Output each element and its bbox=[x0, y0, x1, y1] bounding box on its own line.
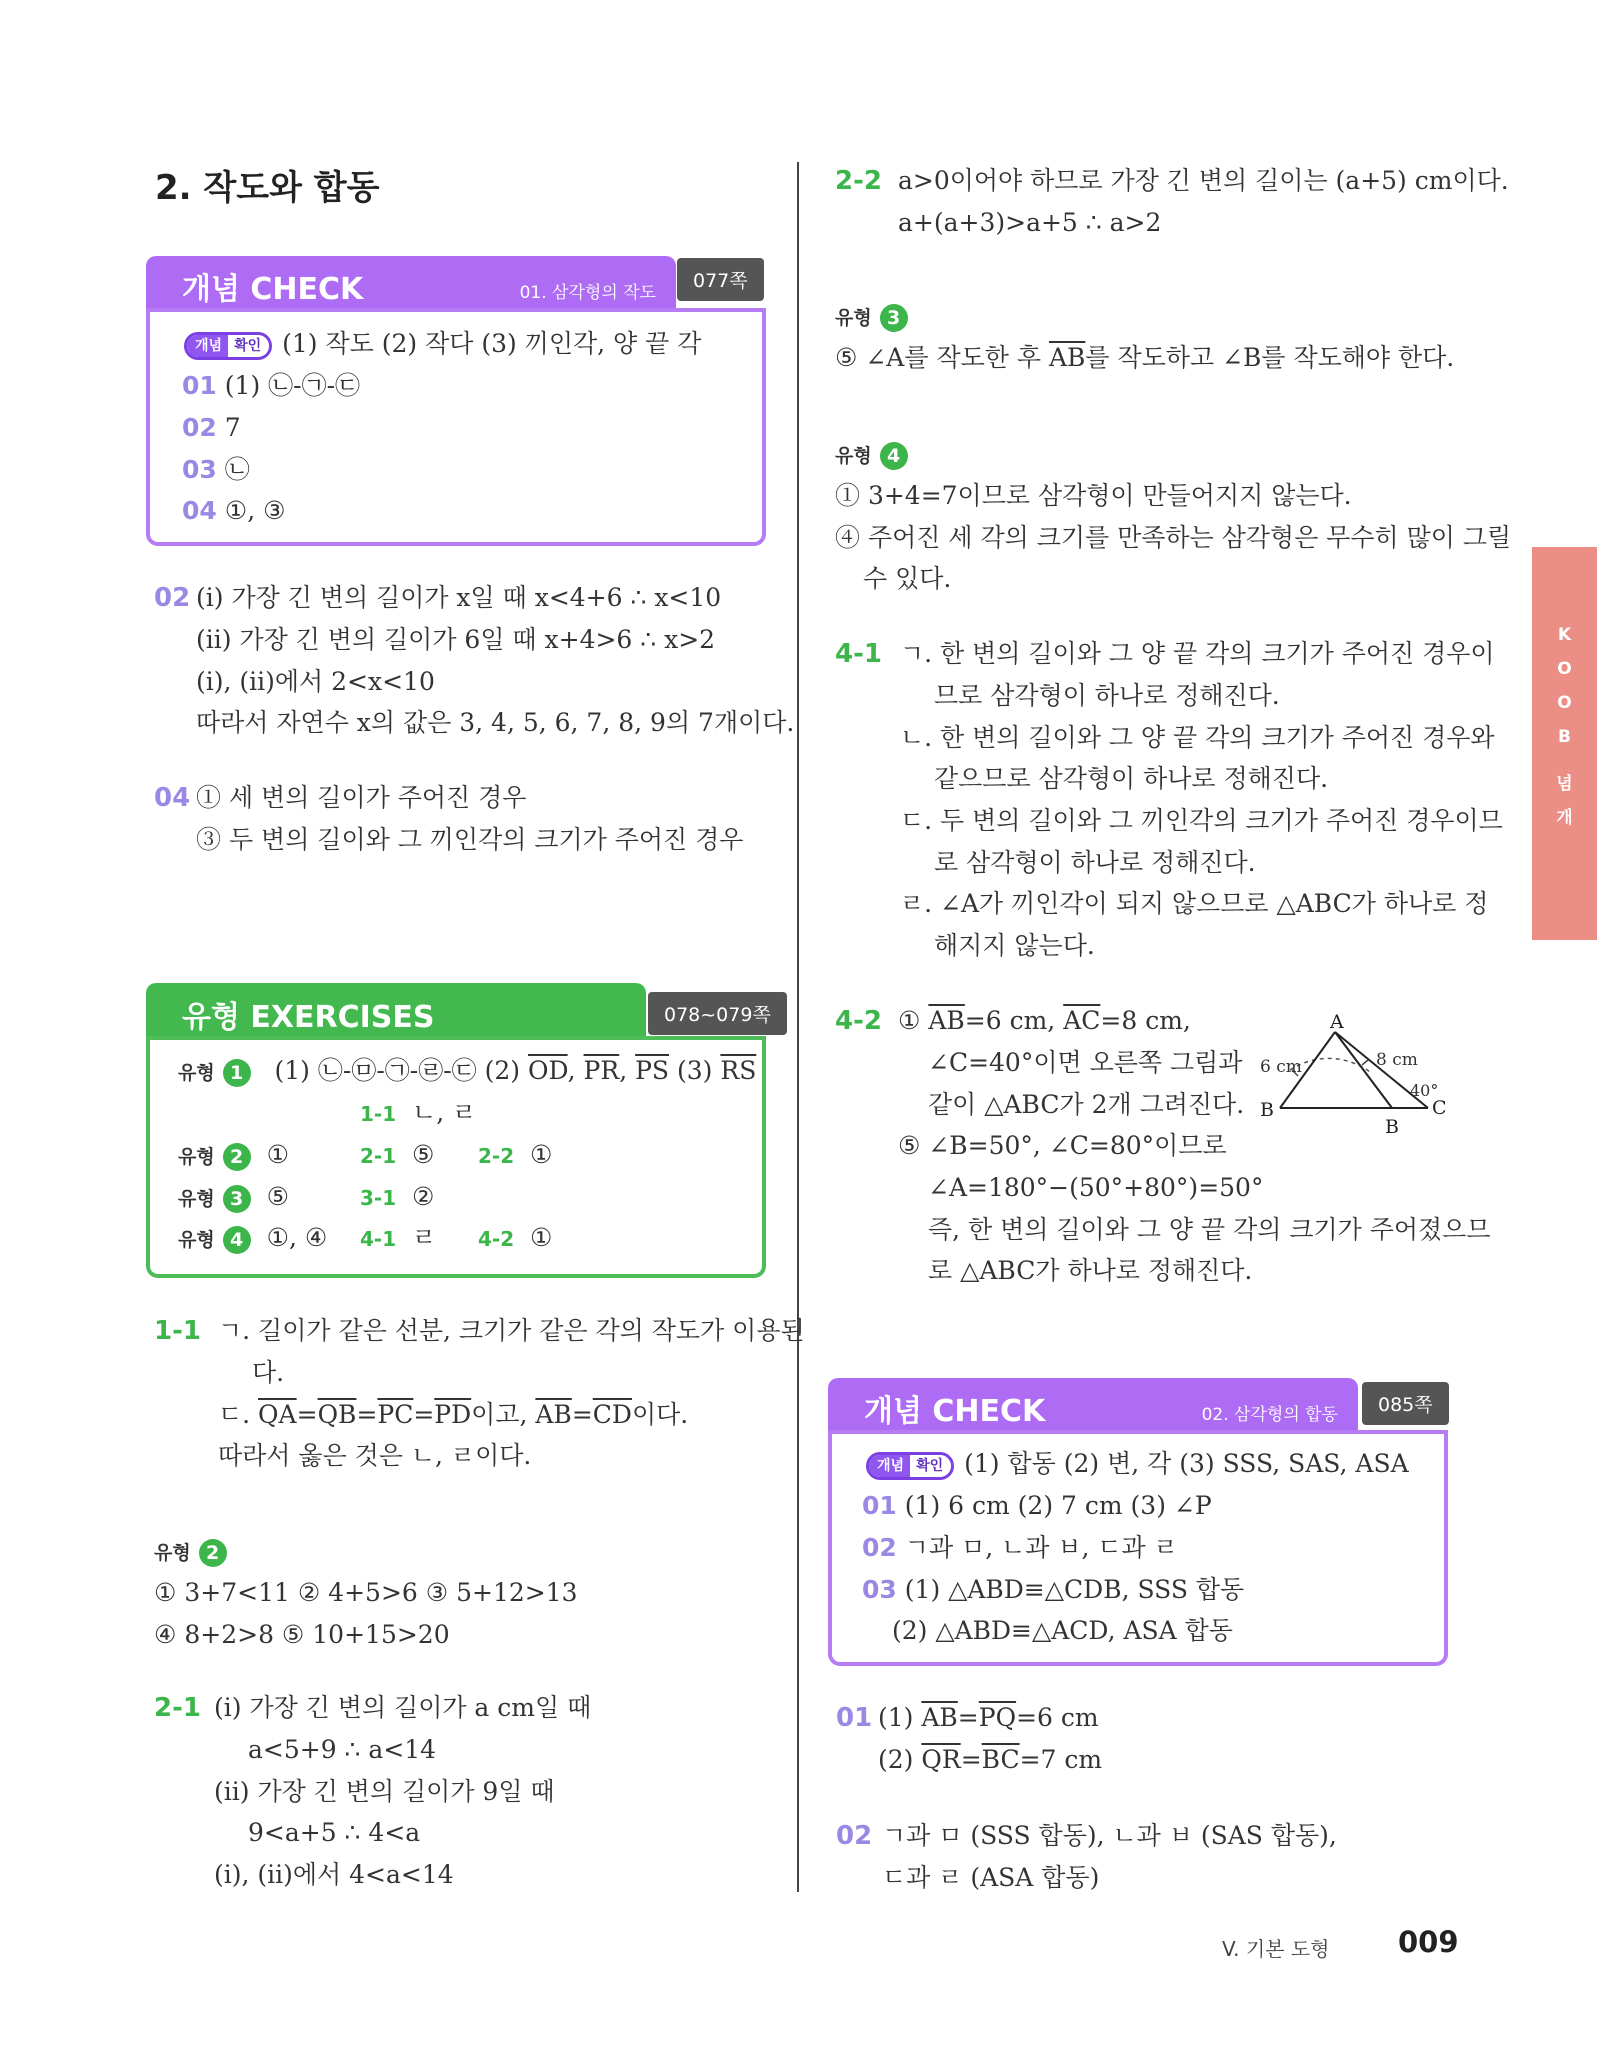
concept-check-subtitle: 02. 삼각형의 합동 bbox=[1201, 1405, 1338, 1425]
solution-line: 므로 삼각형이 하나로 정해진다. bbox=[934, 681, 1280, 710]
concept-confirm-text: (1) 합동 (2) 변, 각 (3) SSS, SAS, ASA bbox=[964, 1449, 1409, 1478]
solution-line: ∠A=180°−(50°+80°)=50° bbox=[928, 1173, 1264, 1202]
solution-2-2: 2-2 bbox=[835, 166, 882, 196]
exercise-row: 유형 4 ①, ④ bbox=[178, 1223, 328, 1252]
label-angle-c: 40° bbox=[1410, 1081, 1439, 1100]
exercise-cell: 2-1 ⑤ bbox=[360, 1140, 435, 1169]
exercises-title: 유형 EXERCISES bbox=[182, 1000, 435, 1035]
solution-line: ⑤ ∠B=50°, ∠C=80°이므로 bbox=[898, 1131, 1227, 1160]
concept-confirm-text: (1) 작도 (2) 작다 (3) 끼인각, 양 끝 각 bbox=[282, 329, 702, 358]
solution-line: ① 3+7<11 ② 4+5>6 ③ 5+12>13 bbox=[154, 1578, 578, 1607]
concept-check-title: 개념 CHECK bbox=[182, 272, 364, 307]
exercise-row: 유형 3 ⑤ bbox=[178, 1182, 289, 1211]
solution-line: ㄷ. $\overline{QA}=\overline{QB}=\overline{PC}=\overline{PD}$이고, $\overline{AB}=\overline{CD}$이다. bbox=[218, 1400, 689, 1429]
check-item: 04 ①, ③ bbox=[182, 496, 286, 525]
check-item: 03 ㉡ bbox=[182, 455, 250, 484]
solution-line: a<5+9 ∴ a<14 bbox=[248, 1735, 437, 1764]
solution-line: ㄱ. 길이가 같은 선분, 크기가 같은 각의 작도가 이용된 bbox=[218, 1316, 805, 1345]
solution-line: (2) $\overline{QR}=\overline{BC}=7$ cm bbox=[878, 1745, 1103, 1774]
concept-check-header bbox=[146, 256, 676, 312]
type-2-heading: 유형 2 bbox=[154, 1533, 227, 1571]
solution-line: 즉, 한 변의 길이와 그 양 끝 각의 크기가 주어졌으므 bbox=[928, 1215, 1491, 1244]
solution-02-right: 02 bbox=[836, 1821, 873, 1851]
solution-line: a>0이어야 하므로 가장 긴 변의 길이는 (a+5) cm이다. bbox=[898, 166, 1509, 195]
label-b2: B bbox=[1385, 1116, 1399, 1138]
concept-check-title: 개념 CHECK bbox=[864, 1394, 1046, 1429]
solution-line: ④ 8+2>8 ⑤ 10+15>20 bbox=[154, 1620, 450, 1649]
solution-line: 같이 △ABC가 2개 그려진다. bbox=[928, 1090, 1245, 1119]
solution-line: ① 3+4=7이므로 삼각형이 만들어지지 않는다. bbox=[835, 481, 1352, 510]
solution-line: a+(a+3)>a+5 ∴ a>2 bbox=[898, 208, 1162, 237]
check-item: (2) △ABD≡△ACD, ASA 합동 bbox=[892, 1616, 1233, 1645]
solution-line: 로 △ABC가 하나로 정해진다. bbox=[928, 1256, 1253, 1285]
check-item: 02 7 bbox=[182, 413, 241, 442]
solution-line: 로 삼각형이 하나로 정해진다. bbox=[934, 848, 1256, 877]
solution-line: ⑤ ∠A를 작도한 후 $\overline{AB}$를 작도하고 ∠B를 작도해야 한다. bbox=[835, 343, 1455, 372]
solution-line: ④ 주어진 세 각의 크기를 만족하는 삼각형은 무수히 많이 그릴 bbox=[835, 523, 1512, 552]
exercises-header bbox=[146, 983, 646, 1039]
exercise-row: 1-1 ㄴ, ㄹ bbox=[360, 1098, 477, 1127]
exercise-cell: 2-2 ① bbox=[478, 1140, 553, 1169]
label-side-ac: 8 cm bbox=[1376, 1050, 1418, 1070]
tick-mark bbox=[1362, 1060, 1368, 1065]
exercise-row: 유형 1 (1) ㉡-㉤-㉠-㉣-㉢ (2) $\overline{OD}$, $\overline{PR}$, $\overline{PS}$ (3) $\overline{RS}$ bbox=[178, 1056, 757, 1085]
solution-line: (i), (ii)에서 2<x<10 bbox=[196, 667, 435, 696]
type-4-heading: 유형 4 bbox=[835, 436, 908, 474]
solution-02: 02 bbox=[154, 583, 191, 613]
column-divider bbox=[797, 162, 799, 1892]
check-item: 02 ㄱ과 ㅁ, ㄴ과 ㅂ, ㄷ과 ㄹ bbox=[862, 1533, 1178, 1562]
section-title: 2. 작도와 합동 bbox=[155, 168, 380, 208]
footer-chapter: V. 기본 도형 bbox=[1222, 1937, 1330, 1961]
exercise-row: 유형 2 ① bbox=[178, 1140, 289, 1169]
solution-line: 다. bbox=[252, 1358, 285, 1387]
label-a: A bbox=[1330, 1011, 1344, 1033]
solution-line: ① $\overline{AB}=6$ cm, $\overline{AC}=8$ cm, bbox=[898, 1006, 1191, 1035]
solution-line: ③ 두 변의 길이와 그 끼인각의 크기가 주어진 경우 bbox=[196, 825, 744, 854]
page-reference-tag: 077쪽 bbox=[677, 258, 764, 301]
solution-line: ∠C=40°이면 오른쪽 그림과 bbox=[928, 1048, 1243, 1077]
concept-confirm-pill: 개념 확인 bbox=[184, 332, 272, 360]
page-reference-tag: 078~079쪽 bbox=[648, 992, 787, 1035]
exercise-cell: 4-2 ① bbox=[478, 1223, 553, 1252]
solution-line: 같으므로 삼각형이 하나로 정해진다. bbox=[934, 764, 1329, 793]
side-tab-concept-book: K O O B 념 개 bbox=[1532, 547, 1597, 940]
concept-check-subtitle: 01. 삼각형의 작도 bbox=[519, 283, 656, 303]
solution-line: 해지지 않는다. bbox=[934, 931, 1095, 960]
check-item: 01 (1) 6 cm (2) 7 cm (3) ∠P bbox=[862, 1491, 1212, 1520]
concept-confirm-line bbox=[866, 1446, 1409, 1482]
page-reference-tag: 085쪽 bbox=[1362, 1382, 1449, 1425]
solution-line: ㄷ과 ㄹ (ASA 합동) bbox=[882, 1863, 1100, 1892]
solution-line: (i), (ii)에서 4<a<14 bbox=[214, 1860, 454, 1889]
solution-1-1: 1-1 bbox=[154, 1316, 201, 1346]
solution-line: (i) 가장 긴 변의 길이가 x일 때 x<4+6 ∴ x<10 bbox=[196, 583, 722, 612]
concept-confirm-line bbox=[184, 326, 701, 362]
solution-line: ㄱ과 ㅁ (SSS 합동), ㄴ과 ㅂ (SAS 합동), bbox=[882, 1821, 1337, 1850]
label-side-ab: 6 cm bbox=[1260, 1057, 1302, 1077]
exercise-cell: 3-1 ② bbox=[360, 1182, 435, 1211]
solution-04: 04 bbox=[154, 783, 191, 813]
solution-line: ㄱ. 한 변의 길이와 그 양 끝 각의 크기가 주어진 경우이 bbox=[900, 639, 1495, 668]
arc-dashed bbox=[1290, 1058, 1370, 1072]
solution-4-1: 4-1 bbox=[835, 639, 882, 669]
concept-check-header bbox=[828, 1378, 1358, 1434]
page-number: 009 bbox=[1398, 1925, 1459, 1959]
type-3-heading: 유형 3 bbox=[835, 298, 908, 336]
solution-line: (i) 가장 긴 변의 길이가 a cm일 때 bbox=[214, 1693, 592, 1722]
solution-4-2: 4-2 bbox=[835, 1006, 882, 1036]
solution-line: 수 있다. bbox=[863, 564, 952, 593]
solution-2-1: 2-1 bbox=[154, 1693, 201, 1723]
solution-line: 따라서 자연수 x의 값은 3, 4, 5, 6, 7, 8, 9의 7개이다. bbox=[196, 708, 795, 737]
solution-line: ① 세 변의 길이가 주어진 경우 bbox=[196, 783, 527, 812]
check-item: 01 (1) ㉡-㉠-㉢ bbox=[182, 371, 361, 400]
label-c: C bbox=[1432, 1097, 1447, 1119]
solution-line: 따라서 옳은 것은 ㄴ, ㄹ이다. bbox=[218, 1441, 532, 1470]
solution-line: ㄹ. ∠A가 끼인각이 되지 않으므로 △ABC가 하나로 정 bbox=[900, 889, 1489, 918]
solution-line: (ii) 가장 긴 변의 길이가 6일 때 x+4>6 ∴ x>2 bbox=[196, 625, 716, 654]
solution-line: ㄷ. 두 변의 길이와 그 끼인각의 크기가 주어진 경우이므 bbox=[900, 806, 1503, 835]
solution-line: 9<a+5 ∴ 4<a bbox=[248, 1818, 421, 1847]
solution-line: (1) $\overline{AB}=\overline{PQ}=6$ cm bbox=[878, 1703, 1099, 1732]
side-ab2 bbox=[1335, 1032, 1392, 1108]
exercise-cell: 4-1 ㄹ bbox=[360, 1223, 437, 1252]
triangle-figure bbox=[1250, 1010, 1470, 1140]
solution-line: (ii) 가장 긴 변의 길이가 9일 때 bbox=[214, 1777, 555, 1806]
check-item: 03 (1) △ABD≡△CDB, SSS 합동 bbox=[862, 1575, 1245, 1604]
solution-line: ㄴ. 한 변의 길이와 그 양 끝 각의 크기가 주어진 경우와 bbox=[900, 723, 1495, 752]
solution-01: 01 bbox=[836, 1703, 873, 1733]
label-b1: B bbox=[1260, 1099, 1274, 1121]
concept-confirm-pill: 개념 확인 bbox=[866, 1452, 954, 1480]
